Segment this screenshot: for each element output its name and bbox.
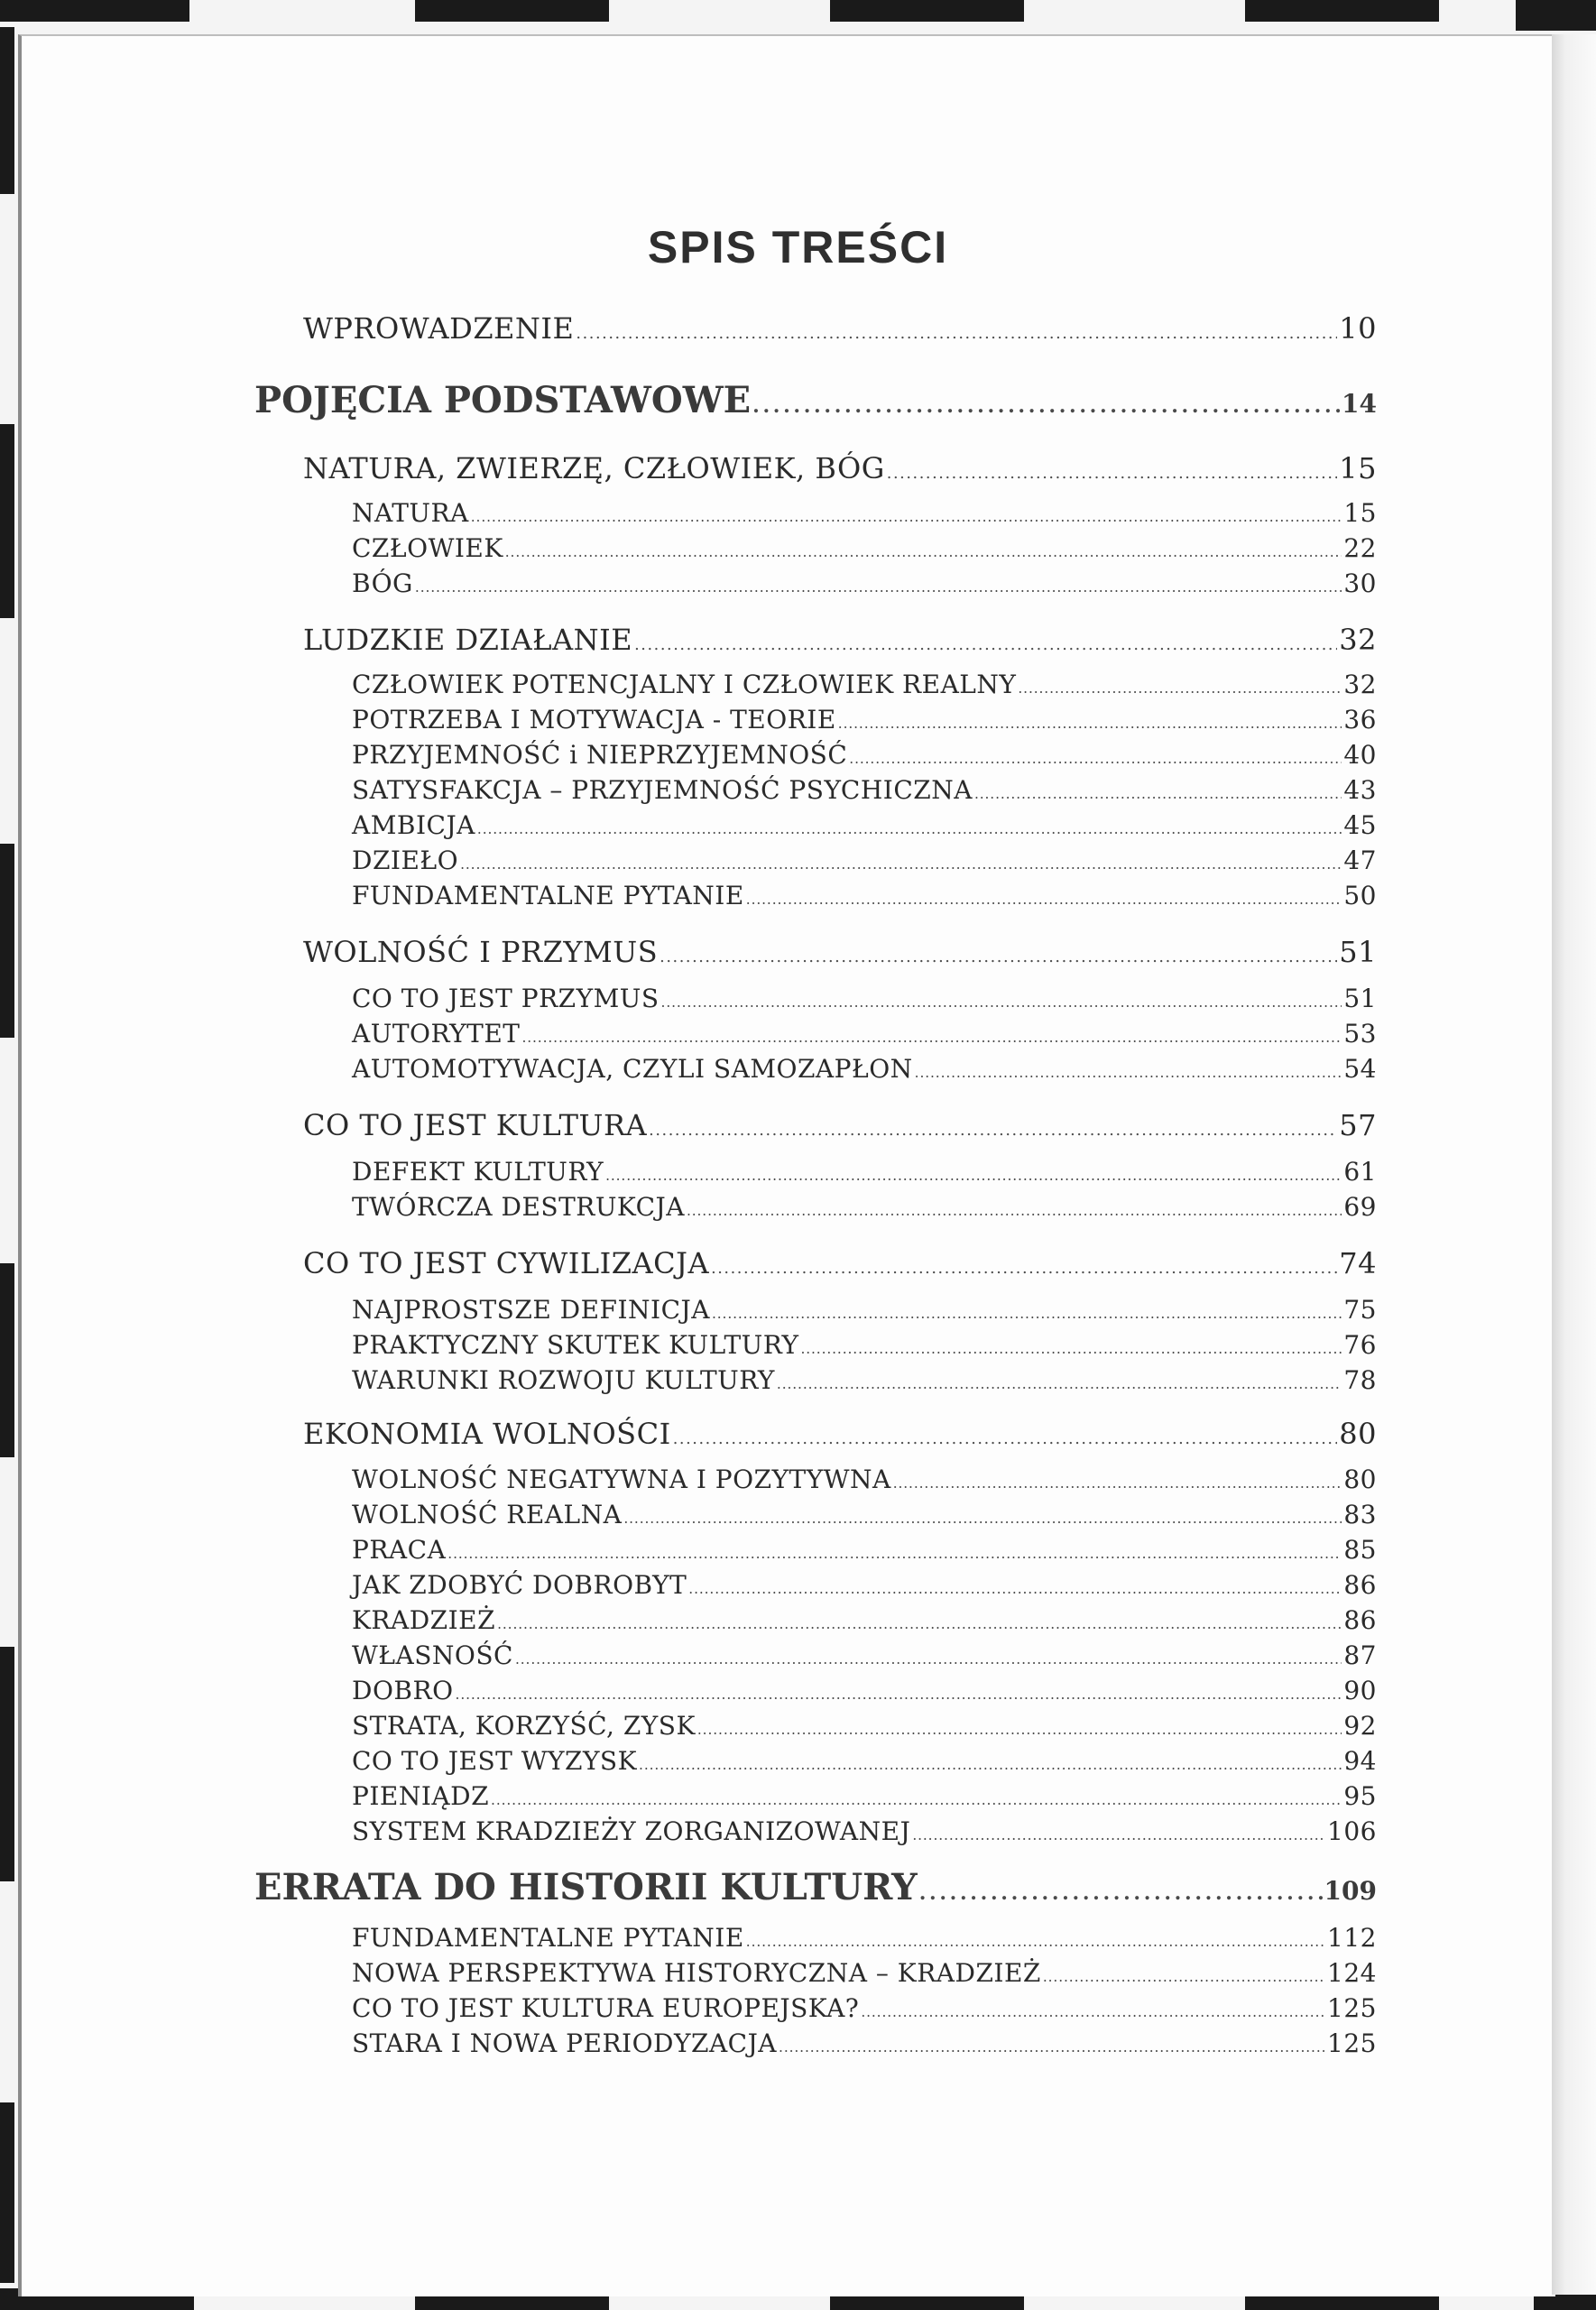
toc-entry-label: PIENIĄDZ <box>352 1781 490 1811</box>
toc-subentry[interactable] <box>352 1019 1377 1049</box>
toc-entry-page: 90 <box>1343 1676 1377 1705</box>
dot-leader <box>1018 670 1342 699</box>
dot-leader <box>605 1157 1342 1187</box>
toc-subentry[interactable] <box>352 2028 1377 2058</box>
toc-subentry[interactable] <box>352 1295 1377 1325</box>
dot-leader <box>893 1465 1342 1494</box>
toc-entry-page: 30 <box>1343 568 1377 598</box>
toc-subentry[interactable] <box>352 1500 1377 1529</box>
toc-entry-label: CO TO JEST PRZYMUS <box>352 984 660 1013</box>
toc-entry[interactable] <box>303 451 1377 485</box>
toc-entry-label: CO TO JEST KULTURA EUROPEJSKA? <box>352 1993 860 2023</box>
toc-entry-page: 10 <box>1339 311 1377 346</box>
toc-entry-label: PRZYJEMNOŚĆ i NIEPRZYJEMNOŚĆ <box>352 740 848 770</box>
toc-entry[interactable] <box>303 1246 1377 1280</box>
toc-subentry[interactable] <box>352 1465 1377 1494</box>
dot-leader <box>752 379 1340 421</box>
toc-entry-page: 47 <box>1343 845 1377 875</box>
toc-entry-label: CZŁOWIEK <box>352 533 503 563</box>
dot-leader <box>660 935 1337 969</box>
toc-entry-label: PRAKTYCZNY SKUTEK KULTURY <box>352 1330 799 1360</box>
toc-subentry[interactable] <box>352 881 1377 910</box>
toc-entry-label: CO TO JEST CYWILIZACJA <box>303 1246 710 1280</box>
toc-entry-label: EKONOMIA WOLNOŚCI <box>303 1417 671 1451</box>
dot-leader <box>687 1192 1342 1222</box>
toc-entry-label: NOWA PERSPEKTYWA HISTORYCZNA – KRADZIEŻ <box>352 1958 1041 1988</box>
toc-entry-label: CO TO JEST WYZYSK <box>352 1746 638 1776</box>
dot-leader <box>861 1993 1325 2023</box>
dot-leader <box>661 984 1342 1013</box>
toc-entry-page: 94 <box>1343 1746 1377 1776</box>
toc-entry-page: 40 <box>1343 740 1377 770</box>
toc-entry-page: 92 <box>1343 1711 1377 1741</box>
toc-entry-label: CO TO JEST KULTURA <box>303 1108 648 1142</box>
dot-leader <box>649 1108 1337 1142</box>
toc-entry-label: WOLNOŚĆ I PRZYMUS <box>303 935 659 969</box>
toc-entry-label: SYSTEM KRADZIEŻY ZORGANIZOWANEJ <box>352 1816 911 1846</box>
toc-entry[interactable] <box>303 311 1377 346</box>
toc-subentry[interactable] <box>352 984 1377 1013</box>
toc-entry-label: DEFEKT KULTURY <box>352 1157 604 1187</box>
toc-subentry[interactable] <box>352 1816 1377 1846</box>
dot-leader <box>915 1054 1342 1084</box>
toc-entry-page: 45 <box>1343 810 1377 840</box>
toc-entry-page: 106 <box>1327 1816 1377 1846</box>
dot-leader <box>460 845 1342 875</box>
toc-entry-label: NATURA, ZWIERZĘ, CZŁOWIEK, BÓG <box>303 451 885 485</box>
dot-leader <box>777 1365 1342 1395</box>
toc-entry-page: 74 <box>1339 1246 1377 1280</box>
dot-leader <box>471 498 1342 528</box>
toc-subentry[interactable] <box>352 1054 1377 1084</box>
page-title: SPIS TREŚCI <box>647 222 949 273</box>
toc-entry-page: 15 <box>1339 451 1377 485</box>
toc-entry-label: AMBICJA <box>352 810 475 840</box>
dot-leader <box>415 568 1342 598</box>
toc-subentry[interactable] <box>352 1958 1377 1988</box>
dot-leader <box>634 623 1337 657</box>
toc-entry-page: 112 <box>1327 1923 1377 1953</box>
toc-entry[interactable] <box>303 623 1377 657</box>
toc-entry-label: LUDZKIE DZIAŁANIE <box>303 623 633 657</box>
toc-entry-page: 80 <box>1339 1417 1377 1451</box>
toc-entry-label: AUTORYTET <box>352 1019 521 1049</box>
toc-entry-label: NAJPROSTSZE DEFINICJA <box>352 1295 710 1325</box>
dot-leader <box>887 451 1338 485</box>
toc-entry-label: SATYSFAKCJA – PRZYJEMNOŚĆ PSYCHICZNA <box>352 775 973 805</box>
toc-part-heading[interactable] <box>254 1866 1377 1908</box>
toc-entry-label: STRATA, KORZYŚĆ, ZYSK <box>352 1711 696 1741</box>
toc-subentry[interactable] <box>352 1605 1377 1635</box>
toc-subentry[interactable] <box>352 775 1377 805</box>
toc-subentry[interactable] <box>352 1157 1377 1187</box>
dot-leader <box>838 705 1342 735</box>
toc-entry-label: WŁASNOŚĆ <box>352 1640 513 1670</box>
toc-entry-page: 54 <box>1343 1054 1377 1084</box>
toc-subentry[interactable] <box>352 1676 1377 1705</box>
toc-entry-page: 109 <box>1324 1876 1377 1906</box>
toc-subentry[interactable] <box>352 810 1377 840</box>
toc-entry-page: 87 <box>1343 1640 1377 1670</box>
toc-subentry[interactable] <box>352 1570 1377 1600</box>
dot-leader <box>521 1019 1342 1049</box>
toc-entry-page: 32 <box>1343 670 1377 699</box>
toc-entry-label: AUTOMOTYWACJA, CZYLI SAMOZAPŁON <box>352 1054 913 1084</box>
dot-leader <box>673 1417 1338 1451</box>
toc-subentry[interactable] <box>352 1711 1377 1741</box>
toc-subentry[interactable] <box>352 670 1377 699</box>
toc-entry[interactable] <box>303 1108 1377 1142</box>
toc-entry-page: 53 <box>1343 1019 1377 1049</box>
toc-subentry[interactable] <box>352 1993 1377 2023</box>
toc-entry-page: 124 <box>1327 1958 1377 1988</box>
toc-entry-page: 125 <box>1327 1993 1377 2023</box>
toc-entry-page: 76 <box>1343 1330 1377 1360</box>
toc-entry-label: FUNDAMENTALNE PYTANIE <box>352 881 744 910</box>
dot-leader <box>623 1500 1342 1529</box>
dot-leader <box>912 1816 1325 1846</box>
toc-entry-page: 80 <box>1343 1465 1377 1494</box>
toc-entry-label: JAK ZDOBYĆ DOBROBYT <box>352 1570 687 1600</box>
toc-entry-label: WOLNOŚĆ NEGATYWNA I POZYTYWNA <box>352 1465 891 1494</box>
dot-leader <box>849 740 1342 770</box>
toc-entry-label: TWÓRCZA DESTRUKCJA <box>352 1192 685 1222</box>
toc-entry-page: 86 <box>1343 1605 1377 1635</box>
dot-leader <box>919 1866 1323 1908</box>
toc-entry-page: 57 <box>1339 1108 1377 1142</box>
toc-entry-page: 78 <box>1343 1365 1377 1395</box>
toc-subentry[interactable] <box>352 705 1377 735</box>
toc-subentry[interactable] <box>352 1330 1377 1360</box>
dot-leader <box>697 1711 1342 1741</box>
toc-entry-page: 83 <box>1343 1500 1377 1529</box>
dot-leader <box>576 311 1337 346</box>
dot-leader <box>477 810 1342 840</box>
toc-entry-page: 86 <box>1343 1570 1377 1600</box>
toc-subentry[interactable] <box>352 1365 1377 1395</box>
toc-subentry[interactable] <box>352 1923 1377 1953</box>
toc-entry-label: STARA I NOWA PERIODYZACJA <box>352 2028 778 2058</box>
toc-entry-label: WPROWADZENIE <box>303 311 575 346</box>
toc-subentry[interactable] <box>352 1640 1377 1670</box>
toc-entry-label: POJĘCIA PODSTAWOWE <box>254 379 752 421</box>
toc-entry[interactable] <box>303 1417 1377 1451</box>
dot-leader <box>800 1330 1342 1360</box>
toc-entry-page: 50 <box>1343 881 1377 910</box>
toc-subentry[interactable] <box>352 1781 1377 1811</box>
toc-entry-page: 51 <box>1339 935 1377 969</box>
toc-entry-page: 125 <box>1327 2028 1377 2058</box>
toc-entry-page: 36 <box>1343 705 1377 735</box>
dot-leader <box>456 1676 1342 1705</box>
toc-entry-page: 43 <box>1343 775 1377 805</box>
toc-subentry[interactable] <box>352 533 1377 563</box>
toc-subentry[interactable] <box>352 1535 1377 1565</box>
toc-subentry[interactable] <box>352 1192 1377 1222</box>
dot-leader <box>746 881 1342 910</box>
toc-part-heading[interactable] <box>254 379 1377 421</box>
toc-entry-label: POTRZEBA I MOTYWACJA - TEORIE <box>352 705 836 735</box>
toc-entry-label: DZIEŁO <box>352 845 459 875</box>
toc-entry-page: 75 <box>1343 1295 1377 1325</box>
dot-leader <box>639 1746 1342 1776</box>
toc-entry-label: CZŁOWIEK POTENCJALNY I CZŁOWIEK REALNY <box>352 670 1017 699</box>
toc-subentry[interactable] <box>352 740 1377 770</box>
dot-leader <box>711 1246 1337 1280</box>
dot-leader <box>974 775 1342 805</box>
toc-entry-page: 95 <box>1343 1781 1377 1811</box>
toc-entry-page: 61 <box>1343 1157 1377 1187</box>
toc-subentry[interactable] <box>352 845 1377 875</box>
toc-entry-label: KRADZIEŻ <box>352 1605 496 1635</box>
dot-leader <box>712 1295 1342 1325</box>
toc-entry-page: 14 <box>1342 389 1377 419</box>
dot-leader <box>746 1923 1325 1953</box>
toc-entry-page: 32 <box>1339 623 1377 657</box>
dot-leader <box>447 1535 1342 1565</box>
toc-entry-label: FUNDAMENTALNE PYTANIE <box>352 1923 744 1953</box>
dot-leader <box>688 1570 1342 1600</box>
toc-entry-label: WOLNOŚĆ REALNA <box>352 1500 623 1529</box>
toc-entry-page: 69 <box>1343 1192 1377 1222</box>
dot-leader <box>1043 1958 1325 1988</box>
toc-entry-page: 22 <box>1343 533 1377 563</box>
toc-entry-label: BÓG <box>352 568 413 598</box>
toc-entry-page: 51 <box>1343 984 1377 1013</box>
toc-entry-label: NATURA <box>352 498 469 528</box>
dot-leader <box>491 1781 1342 1811</box>
toc-entry-label: DOBRO <box>352 1676 454 1705</box>
toc-entry-page: 15 <box>1343 498 1377 528</box>
toc-entry-page: 85 <box>1343 1535 1377 1565</box>
dot-leader <box>515 1640 1342 1670</box>
dot-leader <box>505 533 1342 563</box>
toc-entry-label: ERRATA DO HISTORII KULTURY <box>254 1866 918 1908</box>
toc-subentry[interactable] <box>352 1746 1377 1776</box>
toc-entry-label: PRACA <box>352 1535 447 1565</box>
toc-subentry[interactable] <box>352 568 1377 598</box>
toc-subentry[interactable] <box>352 498 1377 528</box>
toc-entry-label: WARUNKI ROZWOJU KULTURY <box>352 1365 775 1395</box>
dot-leader <box>497 1605 1342 1635</box>
toc-entry[interactable] <box>303 935 1377 969</box>
dot-leader <box>779 2028 1325 2058</box>
